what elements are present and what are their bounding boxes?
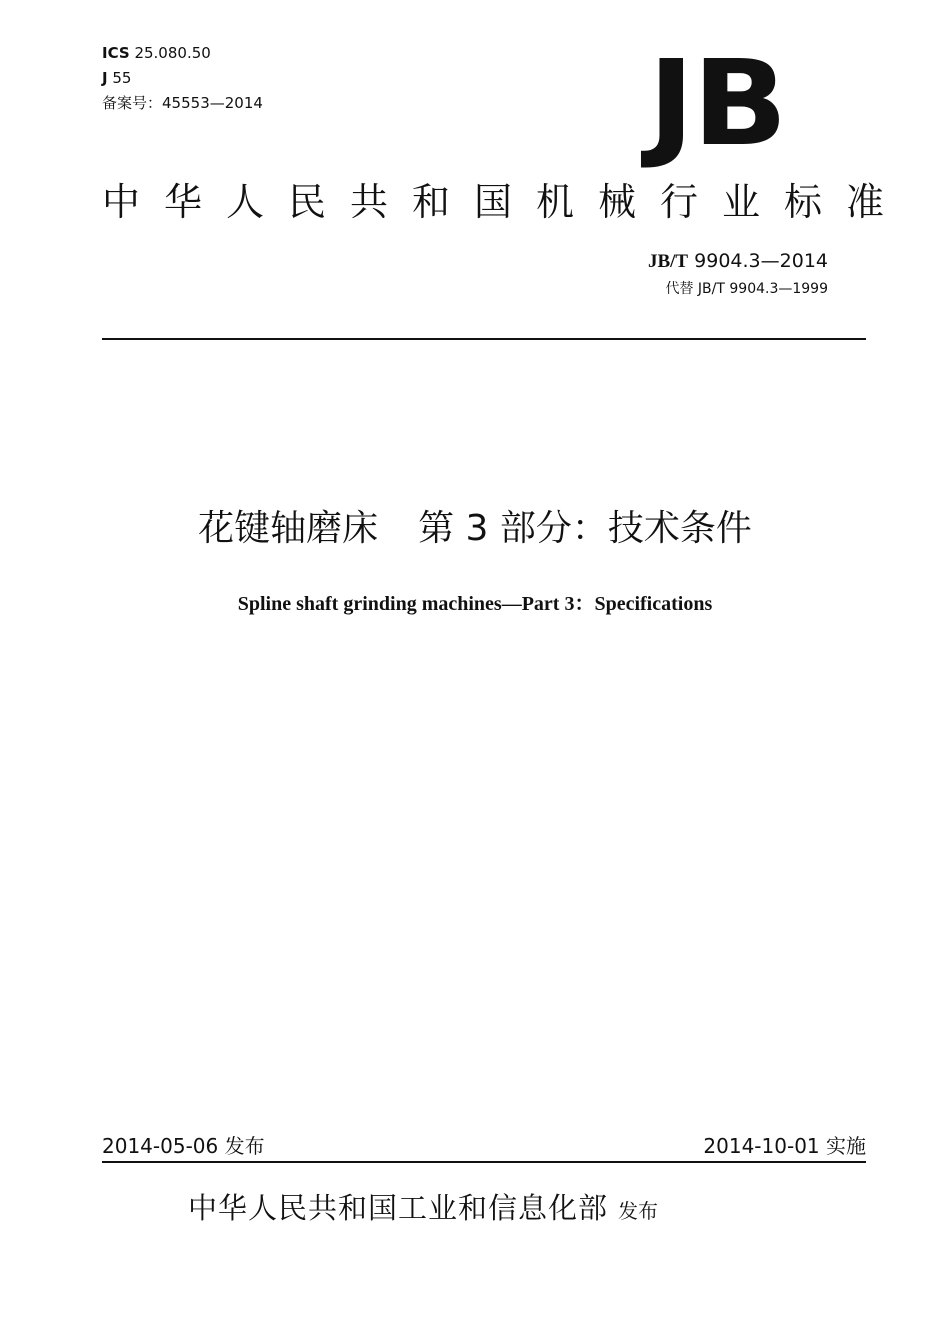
document-title-cn: [0, 504, 950, 554]
replaces-value: JB/T 9904.3—1999: [697, 281, 828, 297]
j-classification: [102, 65, 131, 91]
ics-classification: [102, 40, 211, 66]
jb-logo: JB: [648, 34, 786, 172]
title-cn-main: 花键轴磨床: [198, 508, 379, 549]
ics-value: 25.080.50: [134, 44, 211, 62]
standard-code-number: 9904.3—2014: [694, 250, 828, 272]
standard-code: [648, 248, 828, 275]
record-value: 45553—2014: [162, 94, 263, 112]
replaces-code: [665, 278, 828, 300]
record-number: [102, 90, 263, 116]
issue-date-label: 发布: [224, 1134, 265, 1158]
record-label: 备案号：: [102, 94, 163, 112]
j-value: 55: [112, 69, 132, 87]
footer-divider: [102, 1161, 866, 1163]
issuer-suffix: 发布: [618, 1199, 659, 1223]
replaces-label: 代替: [665, 281, 694, 297]
implementation-date: [703, 1132, 866, 1160]
implementation-date-label: 实施: [826, 1134, 866, 1158]
standard-code-prefix: JB/T: [647, 251, 689, 272]
implementation-date-value: 2014-10-01: [703, 1134, 820, 1158]
issuing-authority: [188, 1188, 658, 1231]
header-divider: [102, 338, 866, 340]
issuer-name: 中华人民共和国工业和信息化部: [188, 1191, 609, 1225]
title-cn-part: 第 3 部分：技术条件: [418, 508, 752, 549]
ics-label: ICS: [102, 44, 130, 62]
document-title-en: Spline shaft grinding machines—Part 3：Specifications: [237, 593, 713, 615]
j-label: J: [102, 69, 108, 87]
issue-date: [102, 1132, 265, 1160]
issue-date-value: 2014-05-06: [102, 1134, 219, 1158]
standard-category-title: 中华人民共和国机械行业标准: [102, 180, 909, 224]
